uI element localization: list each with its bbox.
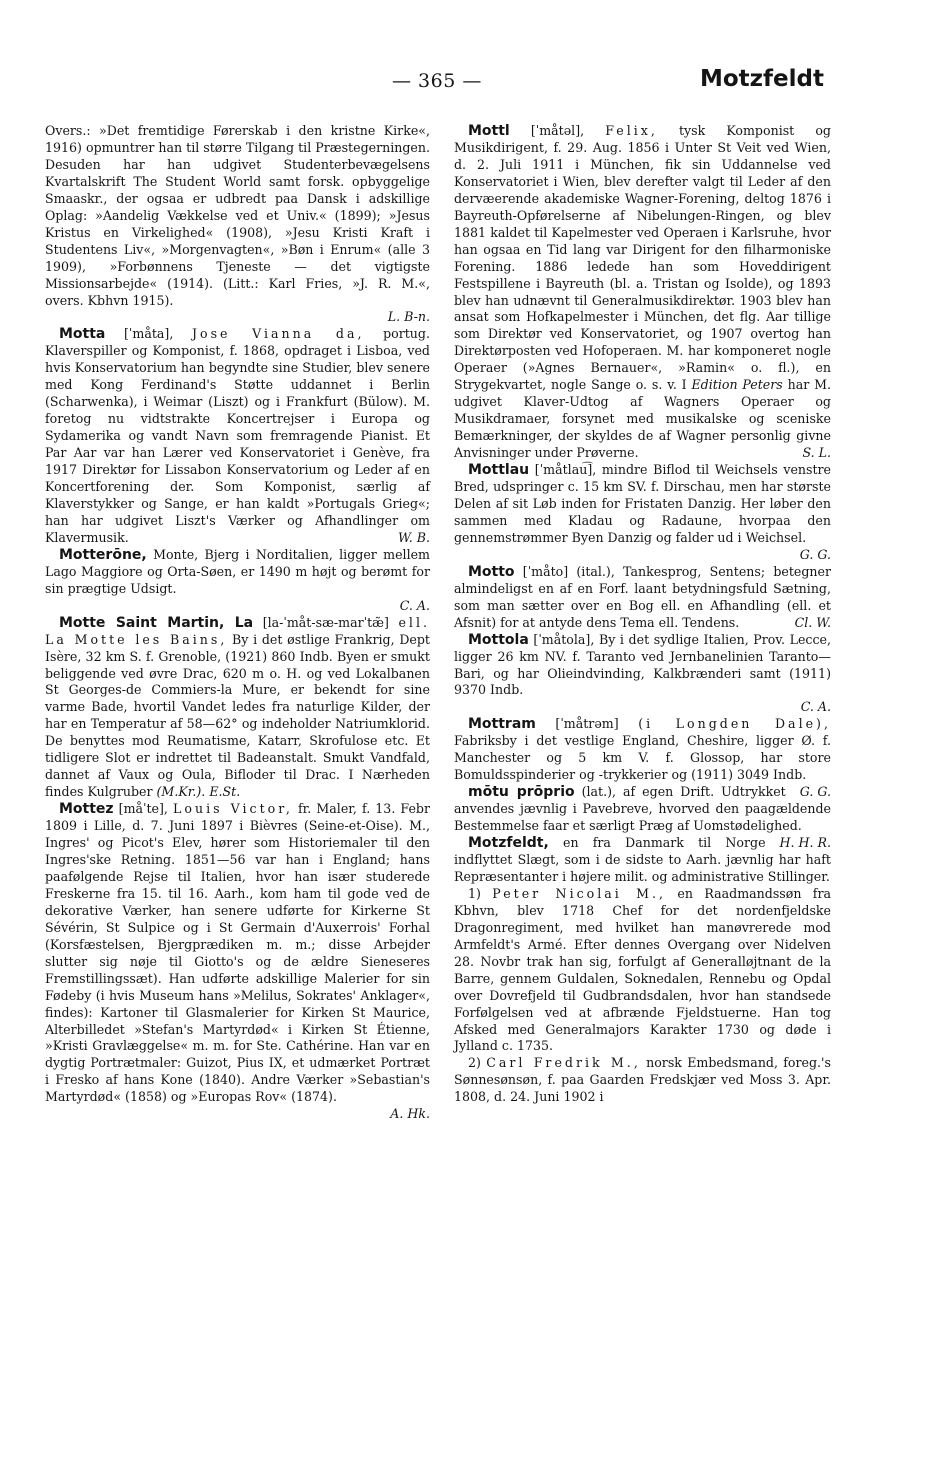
- headword: mōtu prōprio: [468, 784, 575, 801]
- entry-continuation: [45, 123, 430, 326]
- entry-text: By i det østlige Frankrig, Dept Isère, 32 km S. f. Grenoble, (1921) 860 Indb. Byen er smukt beliggende ved øvre Drac, 620 m o. H. og ved Lokalbanen St Georges-de Commiers-la Mure, er bekendt for sine varme Bade, hvortil Vandet ledes fra naturlige Kilder, der har en Temperatur af 58—62° og indeholder Natriumklorid. De benyttes mod Reumatisme, Katarr, Skrofulose etc. Et tidligere Slot er indrettet til Badeanstalt. Smukt Vandfald, dannet af Vaux og Oula, Bifloder til Drac. I Nærheden findes Kulgruber: [45, 631, 430, 800]
- headword: Mottez: [59, 801, 114, 818]
- author-signature: G. G.: [799, 784, 831, 800]
- pronunciation: [ˈmåta],: [124, 326, 174, 342]
- entry-motto: [454, 564, 831, 632]
- entry-text: norsk Embedsmand, foreg.'s Sønnesønsøn, f. paa Gaarden Fredskjær ved Moss 3. Apr. 1808, d. 24. Juni 1902 i: [454, 1055, 831, 1105]
- person-name: Felix,: [605, 123, 658, 138]
- headword: Mottola: [468, 631, 529, 648]
- entry-motterone: [45, 547, 430, 615]
- edition-title: Edition Peters: [691, 377, 783, 393]
- source-reference: (M.Kr.).: [156, 784, 206, 800]
- entry-text: Overs.: »Det fremtidige Førerskab i den kristne Kirke«, 1916) opmuntrer han til større Tilgang til Præstegerningen. Desuden har han udgivet Studenterbevægelsens Kvartalskrift The Student World samt forsk. opbyggelige Smaaskr., der ogsaa er udbredt paa Dansk i adskillige Oplag: »Aandelig Vækkelse ved et Univ.« (1899); »Jesus Kristus en Virkelighed« (1908), »Jesu Kristi Kraft i Studentens Liv«, »Morgenvagten«, »Bøn i Enrum« (alle 3 1909), »Forbønnens Tjeneste — det vigtigste Missionsarbejde« (1914). (Litt.: Karl Fries, »J. R. M.«, overs. Kbhvn 1915).: [45, 123, 430, 308]
- author-signature: E.St.: [209, 784, 241, 800]
- page-header: [0, 66, 928, 100]
- person-name: Carl Fredrik M.,: [486, 1055, 641, 1071]
- left-column: [45, 123, 430, 1123]
- author-signature: W. B.: [397, 529, 430, 545]
- entry-mottola: [454, 632, 831, 717]
- entry-text: portug. Klaverspiller og Komponist, f. 1868, opdraget i Lisboa, ved hvis Konservatorium han begyndte sine Studier, blev senere med Kong Ferdinand's Støtte uddannet i Berlin (Scharwenka), i Weimar (Liszt) og i Frankfurt (Bülow). M. foretog nu vidtstrakte Koncertrejser i Europa og Sydamerika og vandt Navn som fremragende Pianist. Et Par Aar var han Lærer ved Konservatoriet i Genève, fra 1917 Direktør for Lissabon Konservatorium og Leder af en Koncertforening der. Som Komponist, særlig af Klaverstykker og Sange, er han kaldt »Portugals Grieg«; han har udgivet Liszt's Værker og Afhandlinger om Klavermusik.: [45, 326, 430, 545]
- entry-text: Fabriksby i det vestlige England, Cheshire, ligger Ø. f. Manchester og 5 km V. f. Glossop, har store Bomuldsspinderier og -trykkerier og (1911) 3049 Indb.: [454, 733, 831, 783]
- pronunciation: [ˈmåtrəm]: [555, 716, 619, 732]
- entry-text: tysk Komponist og Musikdirigent, f. 29. Aug. 1856 i Unter St Veit ved Wien, d. 2. Juli 1911 i München, fik sin Uddannelse ved Konservatoriet i Wien, blev derefter valgt til Leder af den dervæerende akademiske Wagner-Forening, deltog 1876 i Bayreuth-Opførelserne af Nibelungen-Ringen, og blev 1881 kaldet til Kapelmester ved Operaen i Karlsruhe, hvor han ogsaa en Tid lang var Dirigent for den filharmoniske Forening. 1886 ledede han som Hoveddirigent Festspillene i Bayreuth (bl. a. Tristan og Isolde), og 1893 blev han udnævnt til Generalmusikdirektør. 1903 blev han ansat som Hofkapelmester i München, det flg. Aar tillige som Direktør ved Konservatoriet, og 1907 overtog han Direktørposten ved Hofoperaen. M. har komponeret nogle Operaer (»Agnes Bernauer«, »Ramin« o. fl.), en Strygekvartet, nogle Sange o. s. v. I: [454, 123, 831, 393]
- author-signature: Cl. W.: [794, 614, 831, 630]
- headword: Motte Saint Martin, La: [59, 614, 254, 631]
- entry-text: (ital.), Tankesprog, Sentens; betegner almindeligst en af en Forf. laant betydningsfuld Sætning, som man sætter over en Bog ell. en Afhandling (ell. et Afsnit) for at antyde dens Tema ell. Tendens.: [454, 563, 831, 630]
- running-head: Motzfeldt: [699, 66, 824, 92]
- pronunciation: [måˈte],: [118, 801, 168, 817]
- entry-text: (lat.), af egen Drift. Udtrykket anvendes jævnlig i Pavebreve, hvorved den paagældende Bestemmelse faar et særligt Præg af Uomstødelighed.: [454, 784, 831, 834]
- entry-text-2: har M. udgivet Klaver-Udtog af Wagners Operaer og Musikdramaer, forsynet med musikalske og sceniske Bemærkninger, der skyldes de af Wagner personlig givne Anvisninger under Prøverne.: [454, 377, 831, 461]
- entry-mottlau: [454, 462, 831, 564]
- headword: Motzfeldt,: [468, 835, 549, 852]
- subentry-number: 2): [468, 1055, 481, 1071]
- entry-motta: [45, 326, 430, 546]
- entry-mottl: [454, 123, 831, 462]
- entry-text: fr. Maler, f. 13. Febr 1809 i Lille, d. 7. Juni 1897 i Bièvres (Seine-et-Oise). M., Ingres' og Picot's Elev, hører som Historiemaler til den Ingres'ske Retning. 1851—56 var han i England; hans paafølgende Rejse til Italien, hvor han især studerede Freskerne fra 15. til 16. Aarh., kom ham til gode ved de dekorative Værker, han senere udførte for Kirkerne St Sévérin, St Sulpice og i St Germain d'Auxerrois' Forhal (Korsfæstelsen, Bjergprædiken m. m.; disse Arbejder slutter sig nøje til Giotto's og de ældre Sieneseres Fremstillingssæt). Han udførte adskillige Malerier for sin Fødeby (i hvis Museum hans »Melilus, Sokrates' Anklager«, findes): Kartoner til Glasmalerier for Kirken St Maurice, Alterbilledet »Stefan's Martyrdød« i Kirken St Étienne, »Kristi Gravlæggelse« m. m. for Ste. Cathérine. Han var en dygtig Portrætmaler: Guizot, Pius IX, et udmærket Portræt i Fresko af hans Kone (1840). Andre Værker »Sebastian's Martyrdød« (1858) og »Europas Rov« (1874).: [45, 801, 430, 1105]
- entry-text: Monte, Bjerg i Norditalien, ligger mellem Lago Maggiore og Orta-Søen, er 1490 m højt og berømt for sin prægtige Udsigt.: [45, 546, 430, 596]
- headword: Mottram: [468, 716, 536, 733]
- person-name: Jose Vianna da,: [191, 326, 365, 342]
- entry-motte-saint-martin: [45, 615, 430, 801]
- author-signature: C. A.: [399, 597, 430, 613]
- pronunciation: [ˈmåtlau͡],: [534, 462, 597, 478]
- pronunciation: [ˈmåtəl],: [530, 123, 585, 138]
- entry-text: en Raadmandssøn fra Kbhvn, blev 1718 Chef for det nordenfjeldske Dragonregiment, med hvilket han manøvrerede mod Armfeldt's Armé. Efter dennes Overgang over Nidelven 28. Novbr trak han sig, forfulgt af Generalløjtnant de la Barre, gennem Guldalen, Soknedalen, Rennebu og Opdal over Dovrefjeld til Gudbrandsdalen, hvor han standsede Forfølgelsen ved at afbrænde Fjeldstuerne. Han tog Afsked med Generalmajors Karakter 1730 og døde i Jylland c. 1735.: [454, 885, 831, 1054]
- entry-text: By i det sydlige Italien, Prov. Lecce, ligger 26 km NV. f. Taranto ved Jernbanelinien Taranto—Bari, og har Olieindvinding, Kalkbrænderi samt (1911) 9370 Indb.: [454, 631, 831, 698]
- right-column: [454, 123, 831, 1106]
- headword: Motta: [59, 326, 106, 343]
- entry-mottez: [45, 801, 430, 1123]
- author-signature: A. Hk.: [390, 1106, 430, 1122]
- pronunciation: [ˈmåto]: [522, 563, 569, 579]
- headword: Mottl: [468, 123, 510, 139]
- author-signature: H. H. R.: [779, 835, 831, 851]
- author-signature: C. A.: [800, 699, 831, 715]
- page-number: — 365 —: [392, 70, 482, 92]
- subentry-number: 1): [468, 885, 481, 901]
- author-signature: G. G.: [799, 546, 831, 562]
- headword: Motto: [468, 563, 515, 580]
- author-signature: L. B-n.: [387, 309, 430, 325]
- entry-text: mindre Biflod til Weichsels venstre Bred, udspringer c. 15 km SV. f. Dirschau, men har største Delen af sit Løb inden for Fristaten Danzig. Her løber den sammen med Kladau og Radaune, hvorpaa den gennemstrømmer Byen Danzig og falder ud i Weichsel.: [454, 462, 832, 545]
- person-name: Louis Victor,: [173, 801, 293, 817]
- alternate-name: (i Longden Dale),: [638, 716, 831, 732]
- pronunciation: [ˈmåtola],: [533, 631, 595, 647]
- person-name: Peter Nicolai M.,: [492, 885, 667, 901]
- entry-text: en fra Danmark til Norge indflyttet Slægt, som i de sidste to Aarh. jævnlig har haft Repræsentanter i højere milit. og administrative Stillinger.: [454, 835, 831, 884]
- pronunciation: [la-ˈmåt-sæ-marˈtæ̃]: [262, 614, 389, 630]
- subentry-carl-fredrik: [454, 1055, 831, 1106]
- headword: Motterōne,: [59, 546, 147, 563]
- headword: Mottlau: [468, 462, 530, 479]
- author-signature: S. L.: [802, 445, 831, 461]
- subentry-peter-nicolai: [454, 886, 831, 1056]
- alternate-name: ell. La Motte les Bains,: [45, 614, 430, 647]
